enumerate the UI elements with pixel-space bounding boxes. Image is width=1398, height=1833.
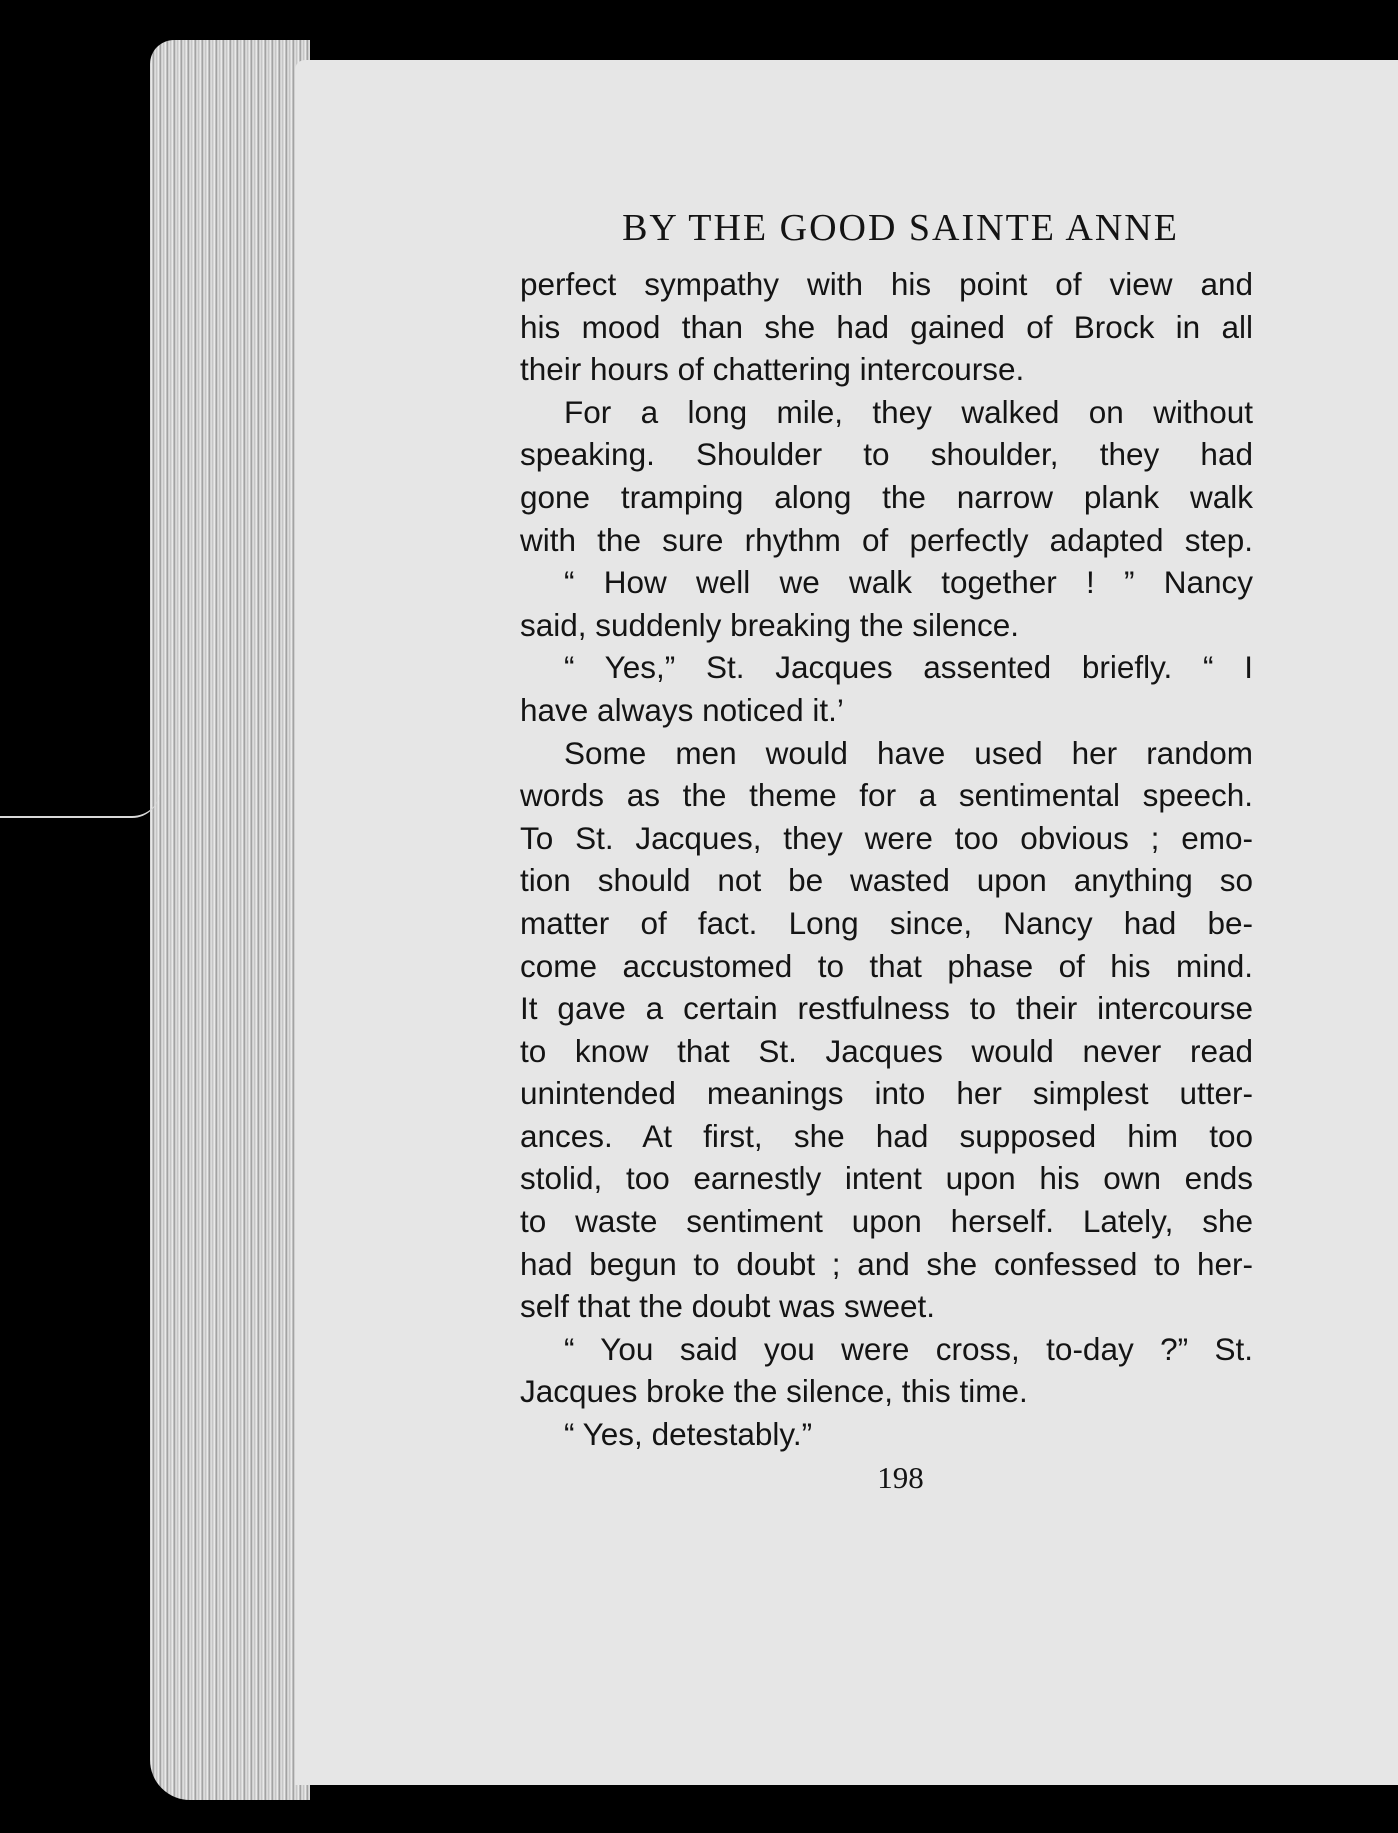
text-line: tion should not be wasted upon anything so xyxy=(520,862,1253,899)
text-line: “ How well we walk together ! ” Nancy xyxy=(564,564,1253,601)
text-line: “ Yes, detestably.” xyxy=(564,1416,813,1453)
text-line: stolid, too earnestly intent upon his own ends xyxy=(520,1160,1253,1197)
text-line: come accustomed to that phase of his mind. xyxy=(520,947,1253,984)
text-line: Some men would have used her random xyxy=(564,734,1253,771)
text-line: perfect sympathy with his point of view and xyxy=(520,266,1253,302)
text-line: matter of fact. Long since, Nancy had be- xyxy=(520,904,1253,941)
text-line: self that the doubt was sweet. xyxy=(520,1288,935,1325)
text-line: For a long mile, they walked on without xyxy=(564,393,1253,430)
text-line: had begun to doubt ; and she confessed to her- xyxy=(520,1245,1253,1282)
text-line: their hours of chattering intercourse. xyxy=(520,351,1025,388)
text-line: “ You said you were cross, to-day ?” St. xyxy=(564,1330,1253,1367)
text-line: unintended meanings into her simplest utter- xyxy=(520,1075,1253,1112)
text-line: Jacques broke the silence, this time. xyxy=(520,1373,1028,1410)
text-line: said, suddenly breaking the silence. xyxy=(520,606,1020,643)
text-line: It gave a certain restfulness to their intercourse xyxy=(520,990,1253,1027)
text-line: To St. Jacques, they were too obvious ; emo- xyxy=(520,819,1253,856)
page-edge xyxy=(150,40,310,1800)
margin-mark xyxy=(0,790,160,818)
text-line: ances. At first, she had supposed him too xyxy=(520,1117,1253,1154)
text-line: to waste sentiment upon herself. Lately, she xyxy=(520,1203,1253,1240)
text-line: have always noticed it.’ xyxy=(520,691,844,728)
text-line: to know that St. Jacques would never read xyxy=(520,1032,1253,1069)
page-number: 198 xyxy=(877,1459,924,1495)
text-line: gone tramping along the narrow plank walk xyxy=(520,478,1253,515)
text-line: his mood than she had gained of Brock in all xyxy=(520,308,1253,345)
text-line: speaking. Shoulder to shoulder, they had xyxy=(520,436,1253,473)
body-text xyxy=(520,263,1253,1456)
text-line: words as the theme for a sentimental speech. xyxy=(520,777,1253,814)
text-line: with the sure rhythm of perfectly adapted step. xyxy=(520,521,1253,558)
running-head: BY THE GOOD SAINTE ANNE xyxy=(622,207,1179,249)
text-line: “ Yes,” St. Jacques assented briefly. “ I xyxy=(564,649,1253,686)
text-block xyxy=(520,195,1253,1500)
